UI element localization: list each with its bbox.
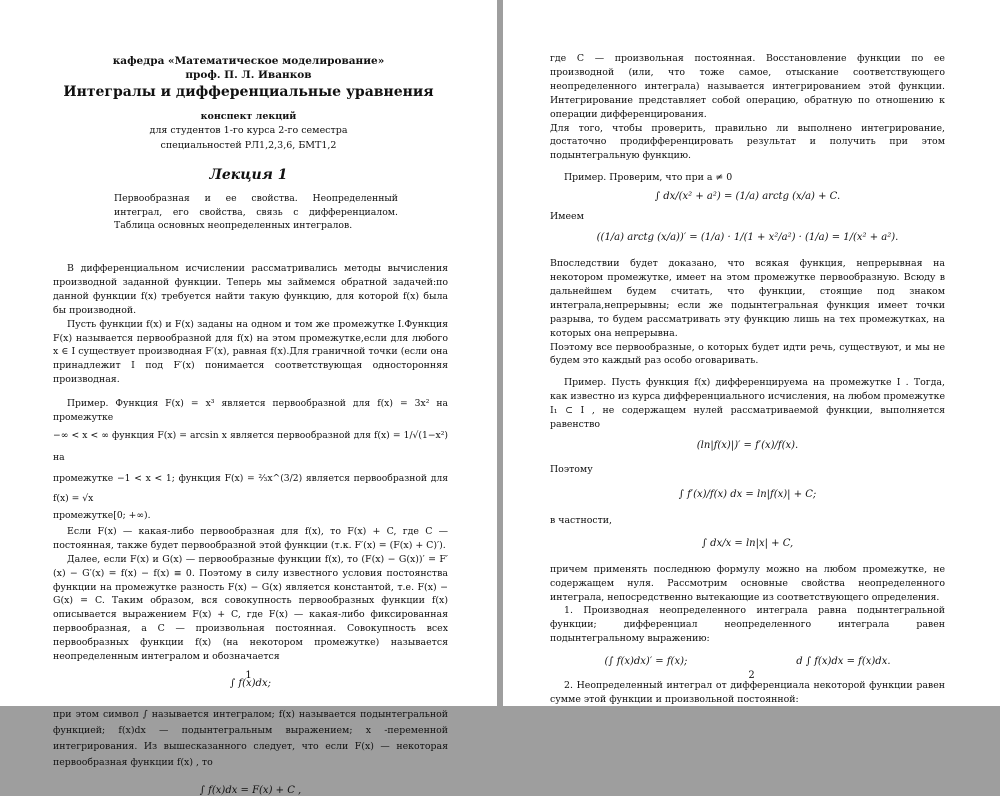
example-line: Пример. Функция F(x) = x³ является первообразной для f(x) = 3x² на промежутке xyxy=(53,398,448,424)
formula: ∫ f′(x)/f(x) dx = ln|f(x)| + C; xyxy=(678,488,817,500)
paragraph: Поэтому все первообразные, о которых будет идти речь, существуют, и мы не будем это каждый раз особо оговаривать. xyxy=(550,341,945,367)
paragraph: 1. Производная неопределенного интеграла равна подынтегральной функции; дифференциал неопределенного интеграла равен подынтегральному выражению: xyxy=(550,605,945,645)
paragraph: в частности, xyxy=(550,514,613,526)
paragraph: 2. Неопределенный интеграл от дифференциала некоторой функции равен сумме этой функции и произвольной постоянной: xyxy=(550,680,945,706)
formula: ∫ f(x)dx = F(x) + C , xyxy=(199,784,302,796)
formula: ∫ dx/(x² + a²) = (1/a) arctg (x/a) + C. xyxy=(654,191,841,203)
formula: (ln|f(x)|)′ = f′(x)/f(x). xyxy=(696,439,799,451)
page2-body xyxy=(550,52,945,707)
page-1 xyxy=(0,0,497,796)
specialties: специальностей РЛ1,2,3,6, БМТ1,2 xyxy=(160,140,337,151)
paragraph: Для того, чтобы проверить, правильно ли выполнено интегрирование, достаточно продифференцировать результат и получить при этом подынтегральную функцию. xyxy=(550,122,945,162)
formula: d ∫ f(x)dx = f(x)dx. xyxy=(796,656,891,668)
department-label: кафедра «Математическое моделирование» xyxy=(112,55,385,67)
paragraph: Имеем xyxy=(550,211,584,223)
page1-body xyxy=(53,262,448,796)
example-line: промежутке −1 < x < 1; функция F(x) = ⅔x^(3/2) является первообразной для f(x) = √x xyxy=(53,472,448,504)
formula-row xyxy=(550,656,945,667)
example-line: −∞ < x < ∞ функция F(x) = arcsin x является первообразной для f(x) = 1/√(1−x²) на xyxy=(53,429,448,463)
paragraph: В дифференциальном исчислении рассматривались методы вычисления производной заданной функции. Теперь мы займемся обратной задачей:по данной функции f(x) требуется найти такую функцию, для которой f(x) была бы производной. xyxy=(53,263,448,316)
formula: ((1/a) arctg (x/a))′ = (1/a) · 1/(1 + x²/a²) · (1/a) = 1/(x² + a²). xyxy=(596,232,899,244)
professor-label: проф. П. Л. Иванков xyxy=(185,69,312,81)
formula: ∫ dx/x = ln|x| + C, xyxy=(701,537,794,549)
page-2 xyxy=(503,0,1000,706)
paragraph: где C — произвольная постоянная. Восстановление функции по ее производной (или, что тоже самое, отыскание соответствующего неопределенного интеграла) называется интегрированием этой функции. Интегрирование представляет собой операцию, обратную по отношению к операции дифференцирования. xyxy=(550,53,945,120)
paragraph: причем применять последнюю формулу можно на любом промежутке, не содержащем нуля. Рассмотрим основные свойства неопределенного интеграла, непосредственно вытекающие из соответствующего определения. xyxy=(550,563,945,603)
audience: для студентов 1-го курса 2-го семестра xyxy=(149,125,348,136)
paragraph: Впоследствии будет доказано, что всякая функция, непрерывная на некотором промежутке, имеет на этом промежутке первообразную. Всюду в дальнейшем будем считать, что функции, стоящие под знаком интеграла,непрерывны; если же подынтегральная функция имеет точки разрыва, то будем рассматривать эту функцию лишь на тех промежутках, на которых она непрерывна. xyxy=(550,258,945,339)
example-line: промежутке[0; +∞). xyxy=(53,509,151,521)
paragraph: Пусть функции f(x) и F(x) заданы на одном и том же промежутке I.Функция F(x) называется первообразной для f(x) на этом промежутке,если для любого x ∈ I существует производная F′(x), равная f(x).Для граничной точки (если она принадлежит I под F′(x) понимается соответствующая односторонняя производная. xyxy=(53,318,448,386)
document-title: Интегралы и дифференциальные уравнения xyxy=(63,84,434,100)
formula: (∫ f(x)dx)′ = f(x); xyxy=(604,656,688,668)
page-number: 2 xyxy=(748,670,755,681)
abstract: Первообразная и ее свойства. Неопределенный интеграл, его свойства, связь с дифференциалом. Таблица основных неопределенных интегралов. xyxy=(114,193,398,231)
paragraph: Поэтому xyxy=(550,463,593,475)
paragraph: Пример. Пусть функция f(x) дифференцируема на промежутке I . Тогда, как известно из курса дифференциального исчисления, на любом промежутке I₁ ⊂ I , не содержащем нулей рассматриваемой функции, выполняется равенство xyxy=(550,377,945,431)
page-number: 1 xyxy=(245,670,252,681)
formula: ∫ f(x)dx; xyxy=(230,677,271,689)
subtitle: конспект лекций xyxy=(200,111,297,122)
paragraph: при этом символ ∫ называется интегралом; f(x) называется подынтегральной функцией; f(x)dx — подынтегральным выражением; x -переменной интегрирования. Из вышесказанного следует, что если F(x) — некоторая первообразная функции f(x) , то xyxy=(53,708,448,768)
lecture-heading: Лекция 1 xyxy=(209,167,288,183)
paragraph: Далее, если F(x) и G(x) — первообразные функции f(x), то (F(x) − G(x))′ = F′(x) − G′(x) = f(x) − f(x) ≡ 0. Поэтому в силу известного условия постоянства функции на промежутке разность F(x) − G(x) является константой, т.е. F(x) − G(x) = C. Таким образом, вся совокупность первообразных функции f(x) описывается выражением F(x) + C, где F(x) — какая-либо фиксированная первообразная, а C — произвольная постоянная. Совокупность всех первообразных функции f(x) (на некотором промежутке) называется неопределенным интегралом и обозначается xyxy=(53,553,448,663)
example-line: Пример. Проверим, что при a ≠ 0 xyxy=(564,172,733,184)
paragraph: Если F(x) — какая-либо первообразная для f(x), то F(x) + C, где C — постоянная, также будет первообразной этой функции (т.к. F′(x) = (F(x) + C)′). xyxy=(53,525,448,551)
